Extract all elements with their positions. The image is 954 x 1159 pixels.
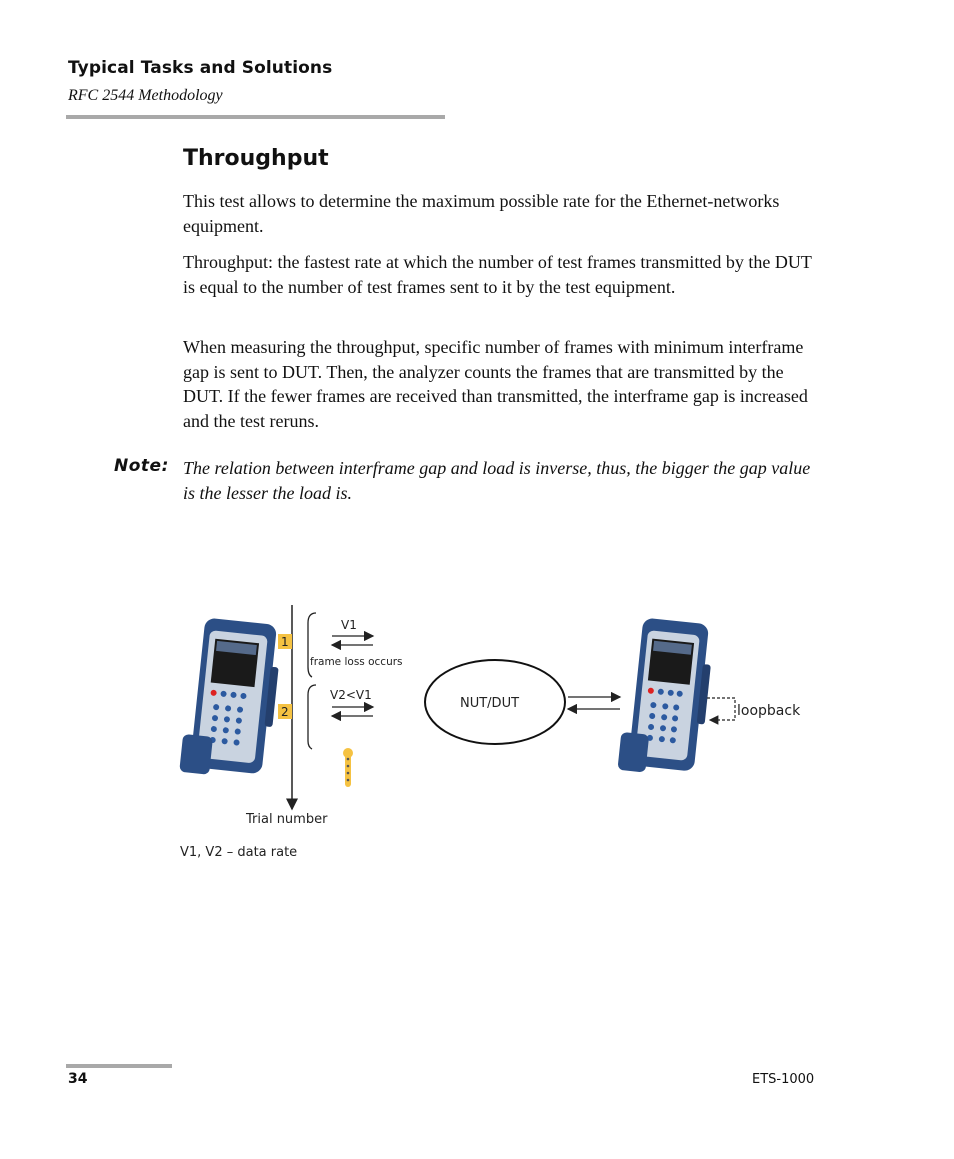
trial-1-result-label: frame loss occurs [310,656,403,668]
legend-text: V1, V2 – data rate [180,845,298,860]
trial-2-rate-label: V2<V1 [330,688,372,702]
trial-2-number: 2 [281,705,289,719]
paragraph-intro: This test allows to determine the maximum possible rate for the Ethernet-networks equipment. [183,191,780,236]
paragraph-method: When measuring the throughput, specific number of frames with minimum interframe gap is sent to DUT. Then, the analyzer counts the frames that are transmitted by the DUT. If the fewer frames are received than transmitted, the interframe gap is increased and the test reruns. [183,337,808,431]
continuation-marker [343,748,353,787]
trial-marker-2 [278,704,292,719]
running-header-title: Typical Tasks and Solutions [68,58,333,78]
running-header-subtitle: RFC 2544 Methodology [68,87,223,104]
footer-rule [66,1064,172,1068]
product-name: ETS-1000 [752,1072,815,1087]
loopback-label: loopback [737,703,801,719]
analyzer-device-left-icon [179,617,283,781]
section-title: Throughput [183,146,329,171]
trial-number-label: Trial number [246,812,328,827]
loopback-dashed-path [707,698,735,720]
throughput-diagram [170,595,820,870]
trial-2-brace [308,685,316,749]
analyzer-device-right-icon [617,617,715,779]
trial-marker-1 [278,634,292,649]
trial-1-number: 1 [281,635,289,649]
note-label: Note: [114,456,169,476]
nut-dut-label: NUT/DUT [460,696,520,711]
header-rule [66,115,445,119]
paragraph-definition: Throughput: the fastest rate at which the number of test frames transmitted by the DUT is equal to the number of test frames sent to it by the test equipment. [183,252,812,297]
trial-1-rate-label: V1 [341,618,357,632]
page-number: 34 [68,1071,88,1087]
note-text: The relation between interframe gap and load is inverse, thus, the bigger the gap value is the lesser the load is. [183,458,811,503]
